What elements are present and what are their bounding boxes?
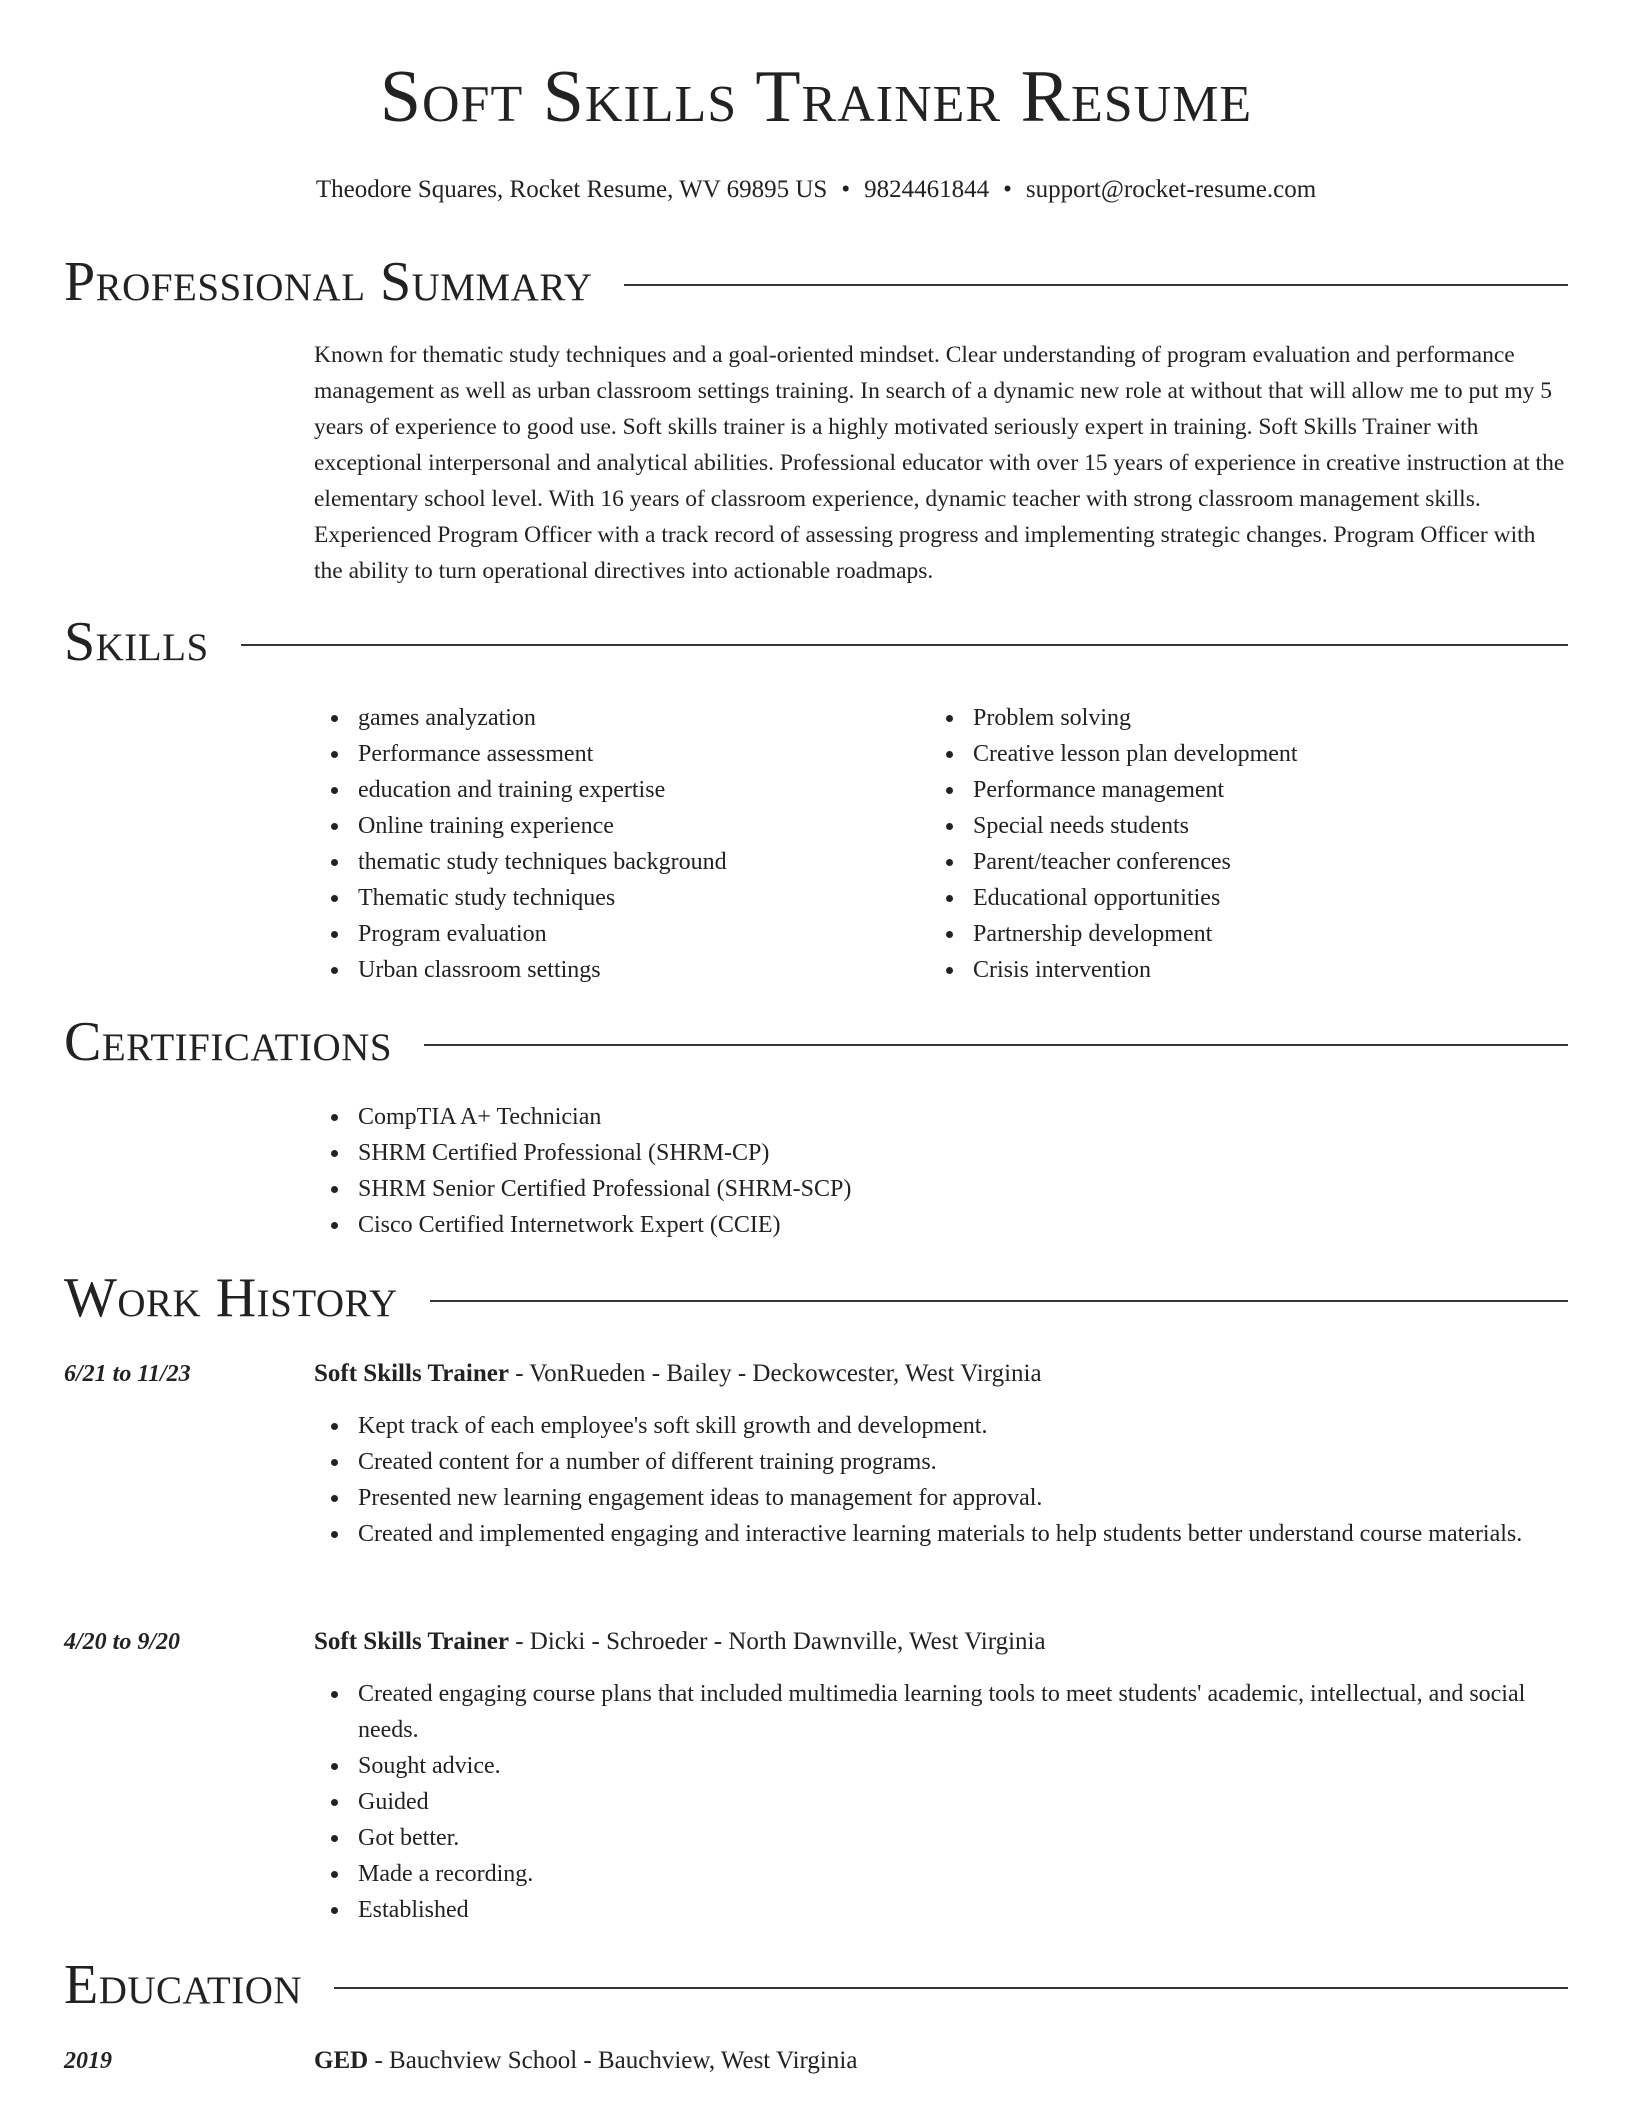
- skill-item: education and training expertise: [314, 772, 727, 808]
- skill-item: Educational opportunities: [929, 880, 1298, 916]
- section-divider: [624, 284, 1568, 286]
- section-header-work-history: [64, 1268, 1568, 1330]
- certification-item: CompTIA A+ Technician: [314, 1099, 851, 1135]
- job-bullets: [314, 1408, 1532, 1552]
- resume-title: Soft Skills Trainer Resume: [379, 56, 1253, 138]
- contact-address: Theodore Squares, Rocket Resume, WV 69895 US: [315, 176, 828, 203]
- job-dates: 6/21 to 11/23: [64, 1361, 191, 1387]
- job-details: - Dicki - Schroeder - North Dawnville, West Virginia: [508, 1628, 1046, 1655]
- skill-item: Partnership development: [929, 916, 1298, 952]
- education-year: 2019: [64, 2048, 112, 2074]
- skill-item: Program evaluation: [314, 916, 727, 952]
- contact-separator: •: [1003, 176, 1012, 203]
- job-heading: [314, 1356, 1042, 1392]
- job-bullet: Presented new learning engagement ideas to management for approval.: [314, 1480, 1532, 1516]
- education-details: - Bauchview School - Bauchview, West Virginia: [368, 2047, 858, 2074]
- job-dates: 4/20 to 9/20: [64, 1629, 181, 1655]
- skill-item: Online training experience: [314, 808, 727, 844]
- certification-item: Cisco Certified Internetwork Expert (CCIE): [314, 1207, 851, 1243]
- skill-item: Problem solving: [929, 700, 1298, 736]
- skill-item: Crisis intervention: [929, 952, 1298, 988]
- section-title-education: Education: [64, 1954, 303, 2016]
- skill-item: Urban classroom settings: [314, 952, 727, 988]
- job-bullet: Made a recording.: [314, 1856, 1532, 1892]
- skills-list-right: [929, 700, 1298, 988]
- section-divider: [424, 1044, 1568, 1046]
- job-role: Soft Skills Trainer: [314, 1360, 509, 1387]
- contact-phone: 9824461844: [864, 176, 990, 203]
- skill-item: thematic study techniques background: [314, 844, 727, 880]
- job-bullet: Created engaging course plans that included multimedia learning tools to meet students' academic, intellectual, and social needs.: [314, 1676, 1532, 1748]
- skill-item: Performance management: [929, 772, 1298, 808]
- section-divider: [430, 1300, 1568, 1302]
- certification-item: SHRM Senior Certified Professional (SHRM-SCP): [314, 1171, 851, 1207]
- section-title-work-history: Work History: [64, 1267, 398, 1329]
- skills-list-left: [314, 700, 727, 988]
- job-bullet: Guided: [314, 1784, 1532, 1820]
- section-title-summary: Professional Summary: [64, 251, 593, 313]
- section-title-skills: Skills: [64, 611, 209, 673]
- job-heading: [314, 1624, 1046, 1660]
- contact-separator: •: [841, 176, 851, 203]
- section-header-summary: [64, 252, 1568, 314]
- section-header-education: [64, 1955, 1568, 2017]
- education-heading: [314, 2043, 857, 2079]
- job-role: Soft Skills Trainer: [314, 1628, 509, 1655]
- job-details: - VonRueden - Bailey - Deckowcester, West Virginia: [508, 1360, 1042, 1387]
- education-degree: GED: [314, 2047, 369, 2074]
- skill-item: Thematic study techniques: [314, 880, 727, 916]
- section-divider: [241, 644, 1568, 646]
- section-divider: [334, 1987, 1568, 1989]
- job-bullet: Sought advice.: [314, 1748, 1532, 1784]
- job-bullet: Created and implemented engaging and interactive learning materials to help students better understand course materials.: [314, 1516, 1532, 1552]
- skill-item: Special needs students: [929, 808, 1298, 844]
- section-header-skills: [64, 612, 1568, 674]
- skill-item: Parent/teacher conferences: [929, 844, 1298, 880]
- job-bullet: Created content for a number of different training programs.: [314, 1444, 1532, 1480]
- skill-item: Performance assessment: [314, 736, 727, 772]
- job-bullet: Established: [314, 1892, 1532, 1928]
- contact-email[interactable]: support@rocket-resume.com: [1025, 176, 1317, 203]
- section-title-certifications: Certifications: [64, 1011, 393, 1073]
- job-bullet: Got better.: [314, 1820, 1532, 1856]
- skill-item: Creative lesson plan development: [929, 736, 1298, 772]
- job-bullets: [314, 1676, 1532, 1928]
- certifications-list: [314, 1099, 851, 1243]
- job-bullet: Kept track of each employee's soft skill growth and development.: [314, 1408, 1532, 1444]
- certification-item: SHRM Certified Professional (SHRM-CP): [314, 1135, 851, 1171]
- contact-line: [0, 174, 1632, 207]
- section-header-certifications: [64, 1012, 1568, 1074]
- skill-item: games analyzation: [314, 700, 727, 736]
- summary-text: Known for thematic study techniques and a goal-oriented mindset. Clear understanding of program evaluation and performance management as well as urban classroom settings training. In search of a dynamic new role at without that will allow me to put my 5 years of experience to good use. Soft skills trainer is a highly motivated seriously expert in training. Soft Skills Trainer with exceptional interpersonal and analytical abilities. Professional educator with over 15 years of experience in creative instruction at the elementary school level. With 16 years of classroom experience, dynamic teacher with strong classroom management skills. Experienced Program Officer with a track record of assessing progress and implementing strategic changes. Program Officer with the ability to turn operational directives into actionable roadmaps.: [314, 342, 1565, 584]
